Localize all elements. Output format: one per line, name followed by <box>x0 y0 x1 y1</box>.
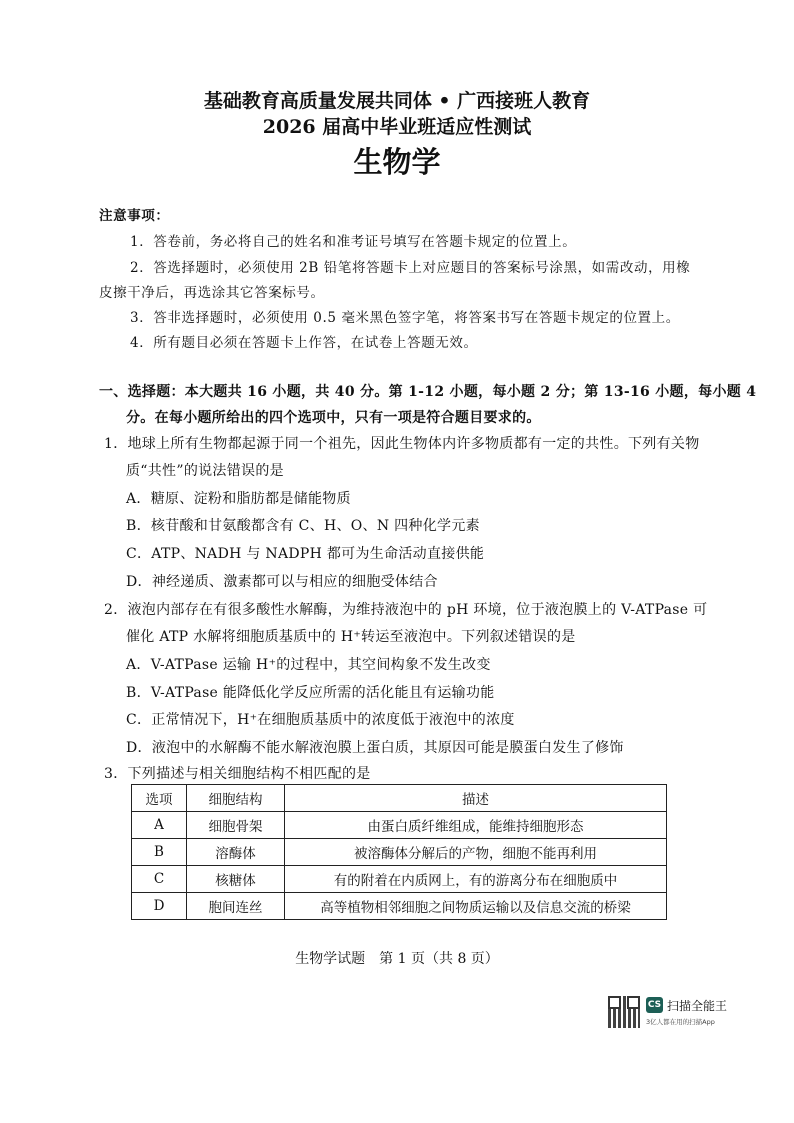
cell: 溶酶体 <box>187 839 285 866</box>
table-row <box>132 812 667 839</box>
cell: B <box>132 839 187 866</box>
cell: 被溶酶体分解后的产物，细胞不能再利用 <box>285 839 667 866</box>
q2-stem-cont: 催化 ATP 水解将细胞质基质中的 H⁺转运至液泡中。下列叙述错误的是 <box>126 629 576 645</box>
section-heading: 一、选择题：本大题共 16 小题，共 40 分。第 1-12 小题，每小题 2 分；第 13-16 小题，每小题 4 <box>99 384 757 400</box>
exam-title: 2026 届高中毕业班适应性测试 <box>262 116 532 138</box>
note-item: 4．所有题目必须在答题卡上作答，在试卷上答题无效。 <box>130 335 478 351</box>
note-item: 3．答非选择题时，必须使用 0.5 毫米黑色签字笔，将答案书写在答题卡规定的位置上。 <box>130 310 680 326</box>
q2-option-b: B．V-ATPase 能降低化学反应所需的活化能且有运输功能 <box>126 685 495 701</box>
section-heading-cont: 分。在每小题所给出的四个选项中，只有一项是符合题目要求的。 <box>126 410 541 426</box>
q2-option-a: A．V-ATPase 运输 H⁺的过程中，其空间构象不发生改变 <box>126 657 491 673</box>
note-item: 1．答卷前，务必将自己的姓名和准考证号填写在答题卡规定的位置上。 <box>130 234 577 250</box>
watermark-name: 扫描全能王 <box>667 999 728 1013</box>
cell: 由蛋白质纤维组成，能维持细胞形态 <box>285 812 667 839</box>
cell: 核糖体 <box>187 866 285 893</box>
qr-code-icon <box>608 996 640 1028</box>
q2-stem: 2．液泡内部存在有很多酸性水解酶，为维持液泡中的 pH 环境，位于液泡膜上的 V-ATPase 可 <box>104 602 708 618</box>
table-header-row <box>132 785 667 812</box>
q1-stem: 1．地球上所有生物都起源于同一个祖先，因此生物体内许多物质都有一定的共性。下列有关物 <box>104 436 700 452</box>
camscanner-logo-icon: CS <box>646 997 663 1013</box>
header-cell: 描述 <box>285 785 667 812</box>
q1-option-b: B．核苷酸和甘氨酸都含有 C、H、O、N 四种化学元素 <box>126 518 480 534</box>
cell: 胞间连丝 <box>187 893 285 920</box>
page-footer: 生物学试题 第 1 页（共 8 页） <box>295 951 499 967</box>
table-row <box>132 839 667 866</box>
cell: D <box>132 893 187 920</box>
cell: C <box>132 866 187 893</box>
watermark-tagline: 3亿人都在用的扫描App <box>646 1018 715 1026</box>
cell: A <box>132 812 187 839</box>
cell: 有的附着在内质网上，有的游离分布在细胞质中 <box>285 866 667 893</box>
header-cell: 选项 <box>132 785 187 812</box>
table-row <box>132 893 667 920</box>
cell: 高等植物相邻细胞之间物质运输以及信息交流的桥梁 <box>285 893 667 920</box>
q1-option-c: C．ATP、NADH 与 NADPH 都可为生命活动直接供能 <box>126 546 485 562</box>
q2-option-d: D．液泡中的水解酶不能水解液泡膜上蛋白质，其原因可能是膜蛋白发生了修饰 <box>126 740 624 756</box>
q3-stem: 3．下列描述与相关细胞结构不相匹配的是 <box>104 766 371 782</box>
q3-table <box>131 784 667 920</box>
table-row <box>132 866 667 893</box>
note-item: 2．答选择题时，必须使用 2B 铅笔将答题卡上对应题目的答案标号涂黑，如需改动，用橡 <box>130 260 691 276</box>
q1-option-d: D．神经递质、激素都可以与相应的细胞受体结合 <box>126 574 438 590</box>
scanner-watermark <box>608 996 748 1030</box>
q1-option-a: A．糖原、淀粉和脂肪都是储能物质 <box>126 491 351 507</box>
subject-title: 生物学 <box>353 145 441 179</box>
q1-stem-cont: 质“共性”的说法错误的是 <box>126 463 284 479</box>
notes-title: 注意事项： <box>99 208 170 224</box>
cell: 细胞骨架 <box>187 812 285 839</box>
exam-organizer: 基础教育高质量发展共同体 • 广西接班人教育 <box>203 90 591 112</box>
header-cell: 细胞结构 <box>187 785 285 812</box>
q2-option-c: C．正常情况下，H⁺在细胞质基质中的浓度低于液泡中的浓度 <box>126 712 515 728</box>
note-item: 皮擦干净后，再选涂其它答案标号。 <box>99 285 325 301</box>
